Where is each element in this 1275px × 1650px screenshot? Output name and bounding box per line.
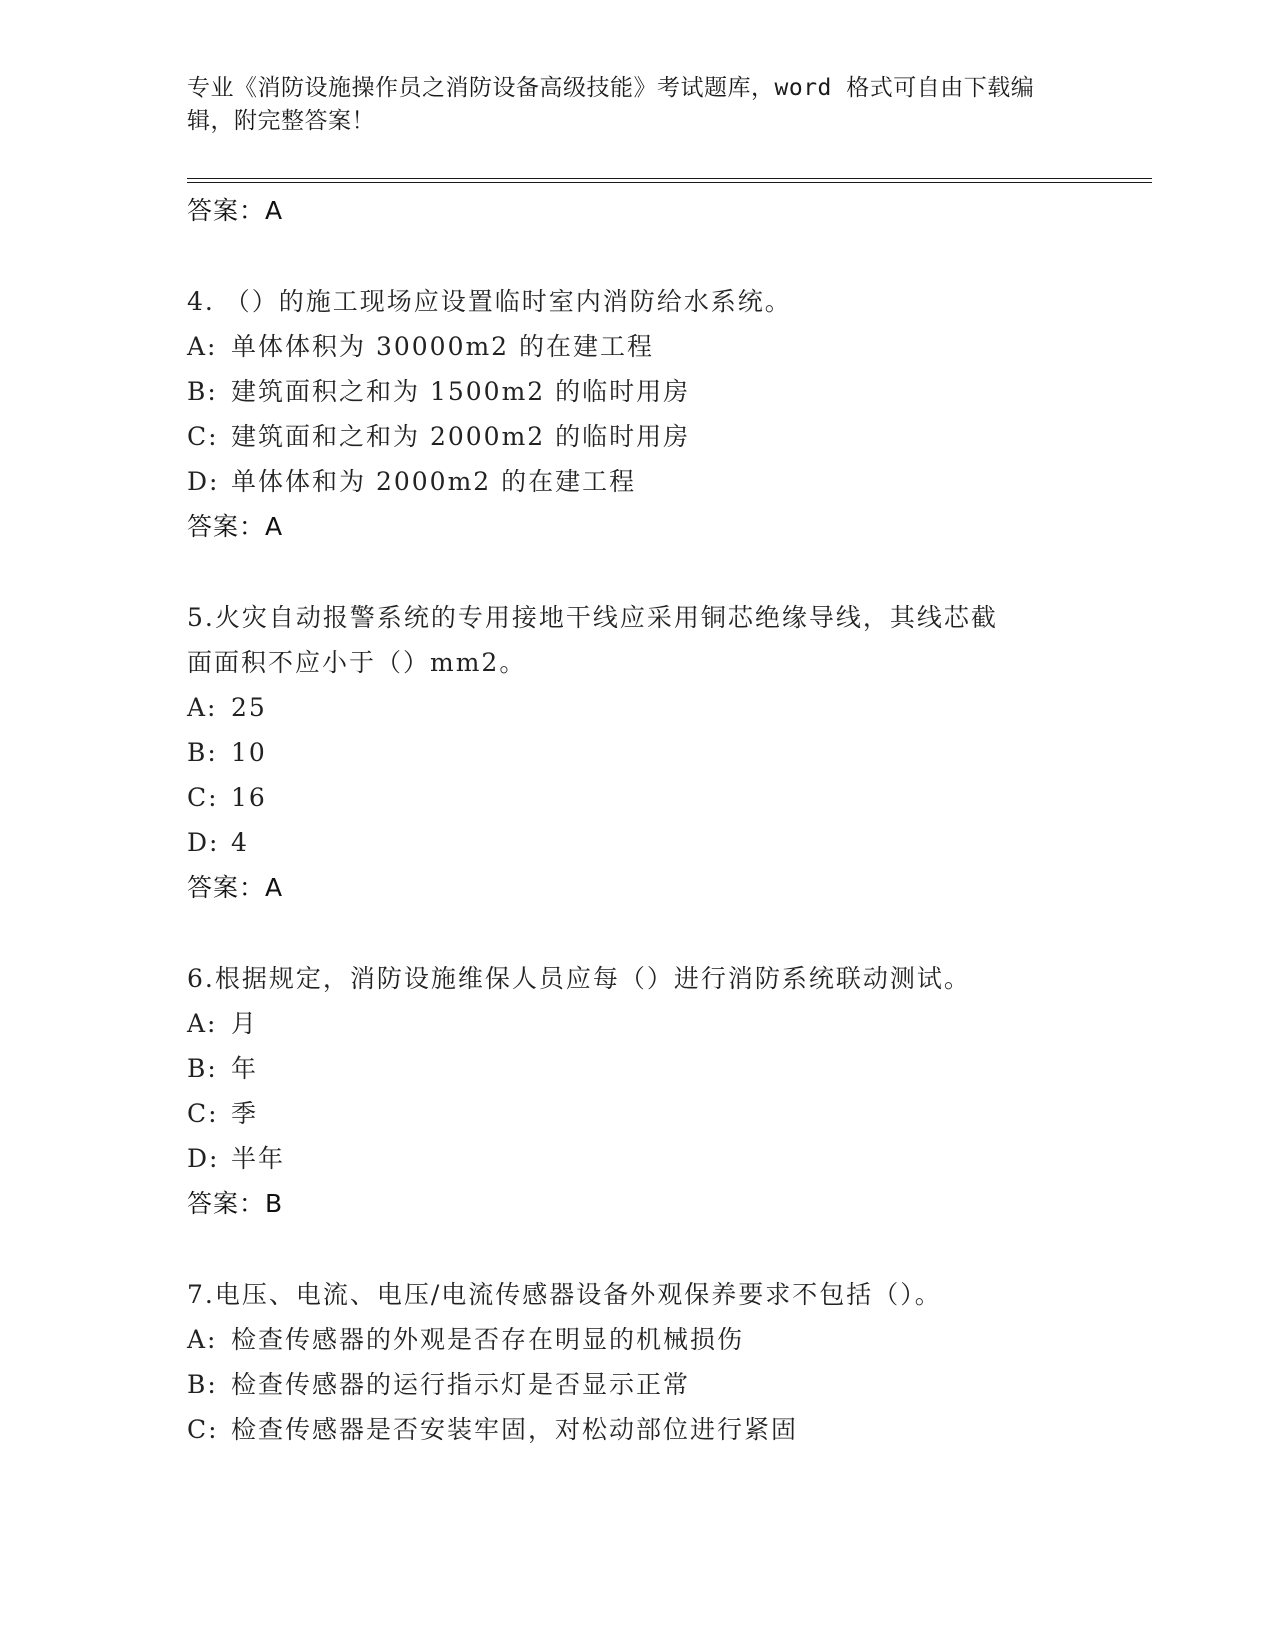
- option-letter: B:: [187, 1054, 218, 1083]
- option-letter: A:: [187, 1325, 218, 1354]
- question-stem: 面面积不应小于（）mm2。: [187, 648, 527, 677]
- question-spacer: [187, 1226, 1087, 1272]
- answer-option: [187, 1091, 1087, 1136]
- option-text: 检查传感器的外观是否存在明显的机械损伤: [231, 1325, 745, 1354]
- question-spacer: [187, 910, 1087, 956]
- header-line-1: 专业《消防设施操作员之消防设备高级技能》考试题库，word 格式可自由下载编: [187, 75, 1035, 101]
- option-letter: D:: [187, 828, 220, 857]
- question-block: [187, 279, 1087, 549]
- option-letter: C:: [187, 783, 219, 812]
- answer-option: [187, 1407, 1087, 1452]
- answer-option: [187, 414, 1087, 459]
- header-divider-top: [187, 178, 1152, 179]
- option-text: 检查传感器的运行指示灯是否显示正常: [231, 1370, 691, 1399]
- answer-option: [187, 1001, 1087, 1046]
- option-text: 建筑面和之和为 2000m2 的临时用房: [231, 422, 691, 451]
- question-block: [187, 595, 1087, 910]
- answer-option: [187, 775, 1087, 820]
- option-text: 单体体积为 30000m2 的在建工程: [231, 332, 655, 361]
- question-spacer: [187, 549, 1087, 595]
- option-text: 半年: [231, 1144, 286, 1173]
- answer-option: [187, 369, 1087, 414]
- answer-option: [187, 459, 1087, 504]
- option-letter: C:: [187, 1099, 219, 1128]
- answer-option: [187, 1046, 1087, 1091]
- option-text: 单体体和为 2000m2 的在建工程: [231, 467, 637, 496]
- option-letter: B:: [187, 1370, 218, 1399]
- question-answer: 答案：A: [187, 512, 284, 541]
- answer-option: [187, 1136, 1087, 1181]
- option-letter: C:: [187, 422, 219, 451]
- option-text: 月: [231, 1009, 259, 1038]
- answer-option: [187, 820, 1087, 865]
- question-stem: 7.电压、电流、电压/电流传感器设备外观保养要求不包括（）。: [187, 1280, 942, 1309]
- question-list: [187, 188, 1087, 1452]
- question-stem: 4. （）的施工现场应设置临时室内消防给水系统。: [187, 287, 792, 316]
- option-letter: D:: [187, 1144, 220, 1173]
- question-spacer: [187, 233, 1087, 279]
- answer-option: [187, 324, 1087, 369]
- answer-option: [187, 1362, 1087, 1407]
- option-text: 10: [231, 738, 267, 767]
- question-block: [187, 1272, 1087, 1452]
- option-letter: A:: [187, 693, 218, 722]
- option-letter: D:: [187, 467, 220, 496]
- question-answer: 答案：B: [187, 1189, 284, 1218]
- question-stem: 5.火灾自动报警系统的专用接地干线应采用铜芯绝缘导线，其线芯截: [187, 603, 998, 632]
- option-letter: B:: [187, 377, 218, 406]
- option-text: 25: [231, 693, 267, 722]
- question-answer: 答案：A: [187, 873, 284, 902]
- option-text: 年: [231, 1054, 259, 1083]
- page-header: [187, 72, 1067, 138]
- option-text: 4: [231, 828, 249, 857]
- option-letter: B:: [187, 738, 218, 767]
- question-stem: 6.根据规定，消防设施维保人员应每（）进行消防系统联动测试。: [187, 964, 971, 993]
- header-divider-bottom: [187, 182, 1152, 183]
- option-letter: C:: [187, 1415, 219, 1444]
- option-letter: A:: [187, 1009, 218, 1038]
- answer-option: [187, 685, 1087, 730]
- header-line-2: 辑，附完整答案！: [187, 108, 375, 134]
- answer-option: [187, 730, 1087, 775]
- option-text: 建筑面积之和为 1500m2 的临时用房: [231, 377, 691, 406]
- option-text: 16: [231, 783, 267, 812]
- option-text: 季: [231, 1099, 259, 1128]
- previous-answer: 答案：A: [187, 196, 284, 225]
- option-text: 检查传感器是否安装牢固，对松动部位进行紧固: [231, 1415, 799, 1444]
- question-block: [187, 956, 1087, 1226]
- option-letter: A:: [187, 332, 218, 361]
- answer-option: [187, 1317, 1087, 1362]
